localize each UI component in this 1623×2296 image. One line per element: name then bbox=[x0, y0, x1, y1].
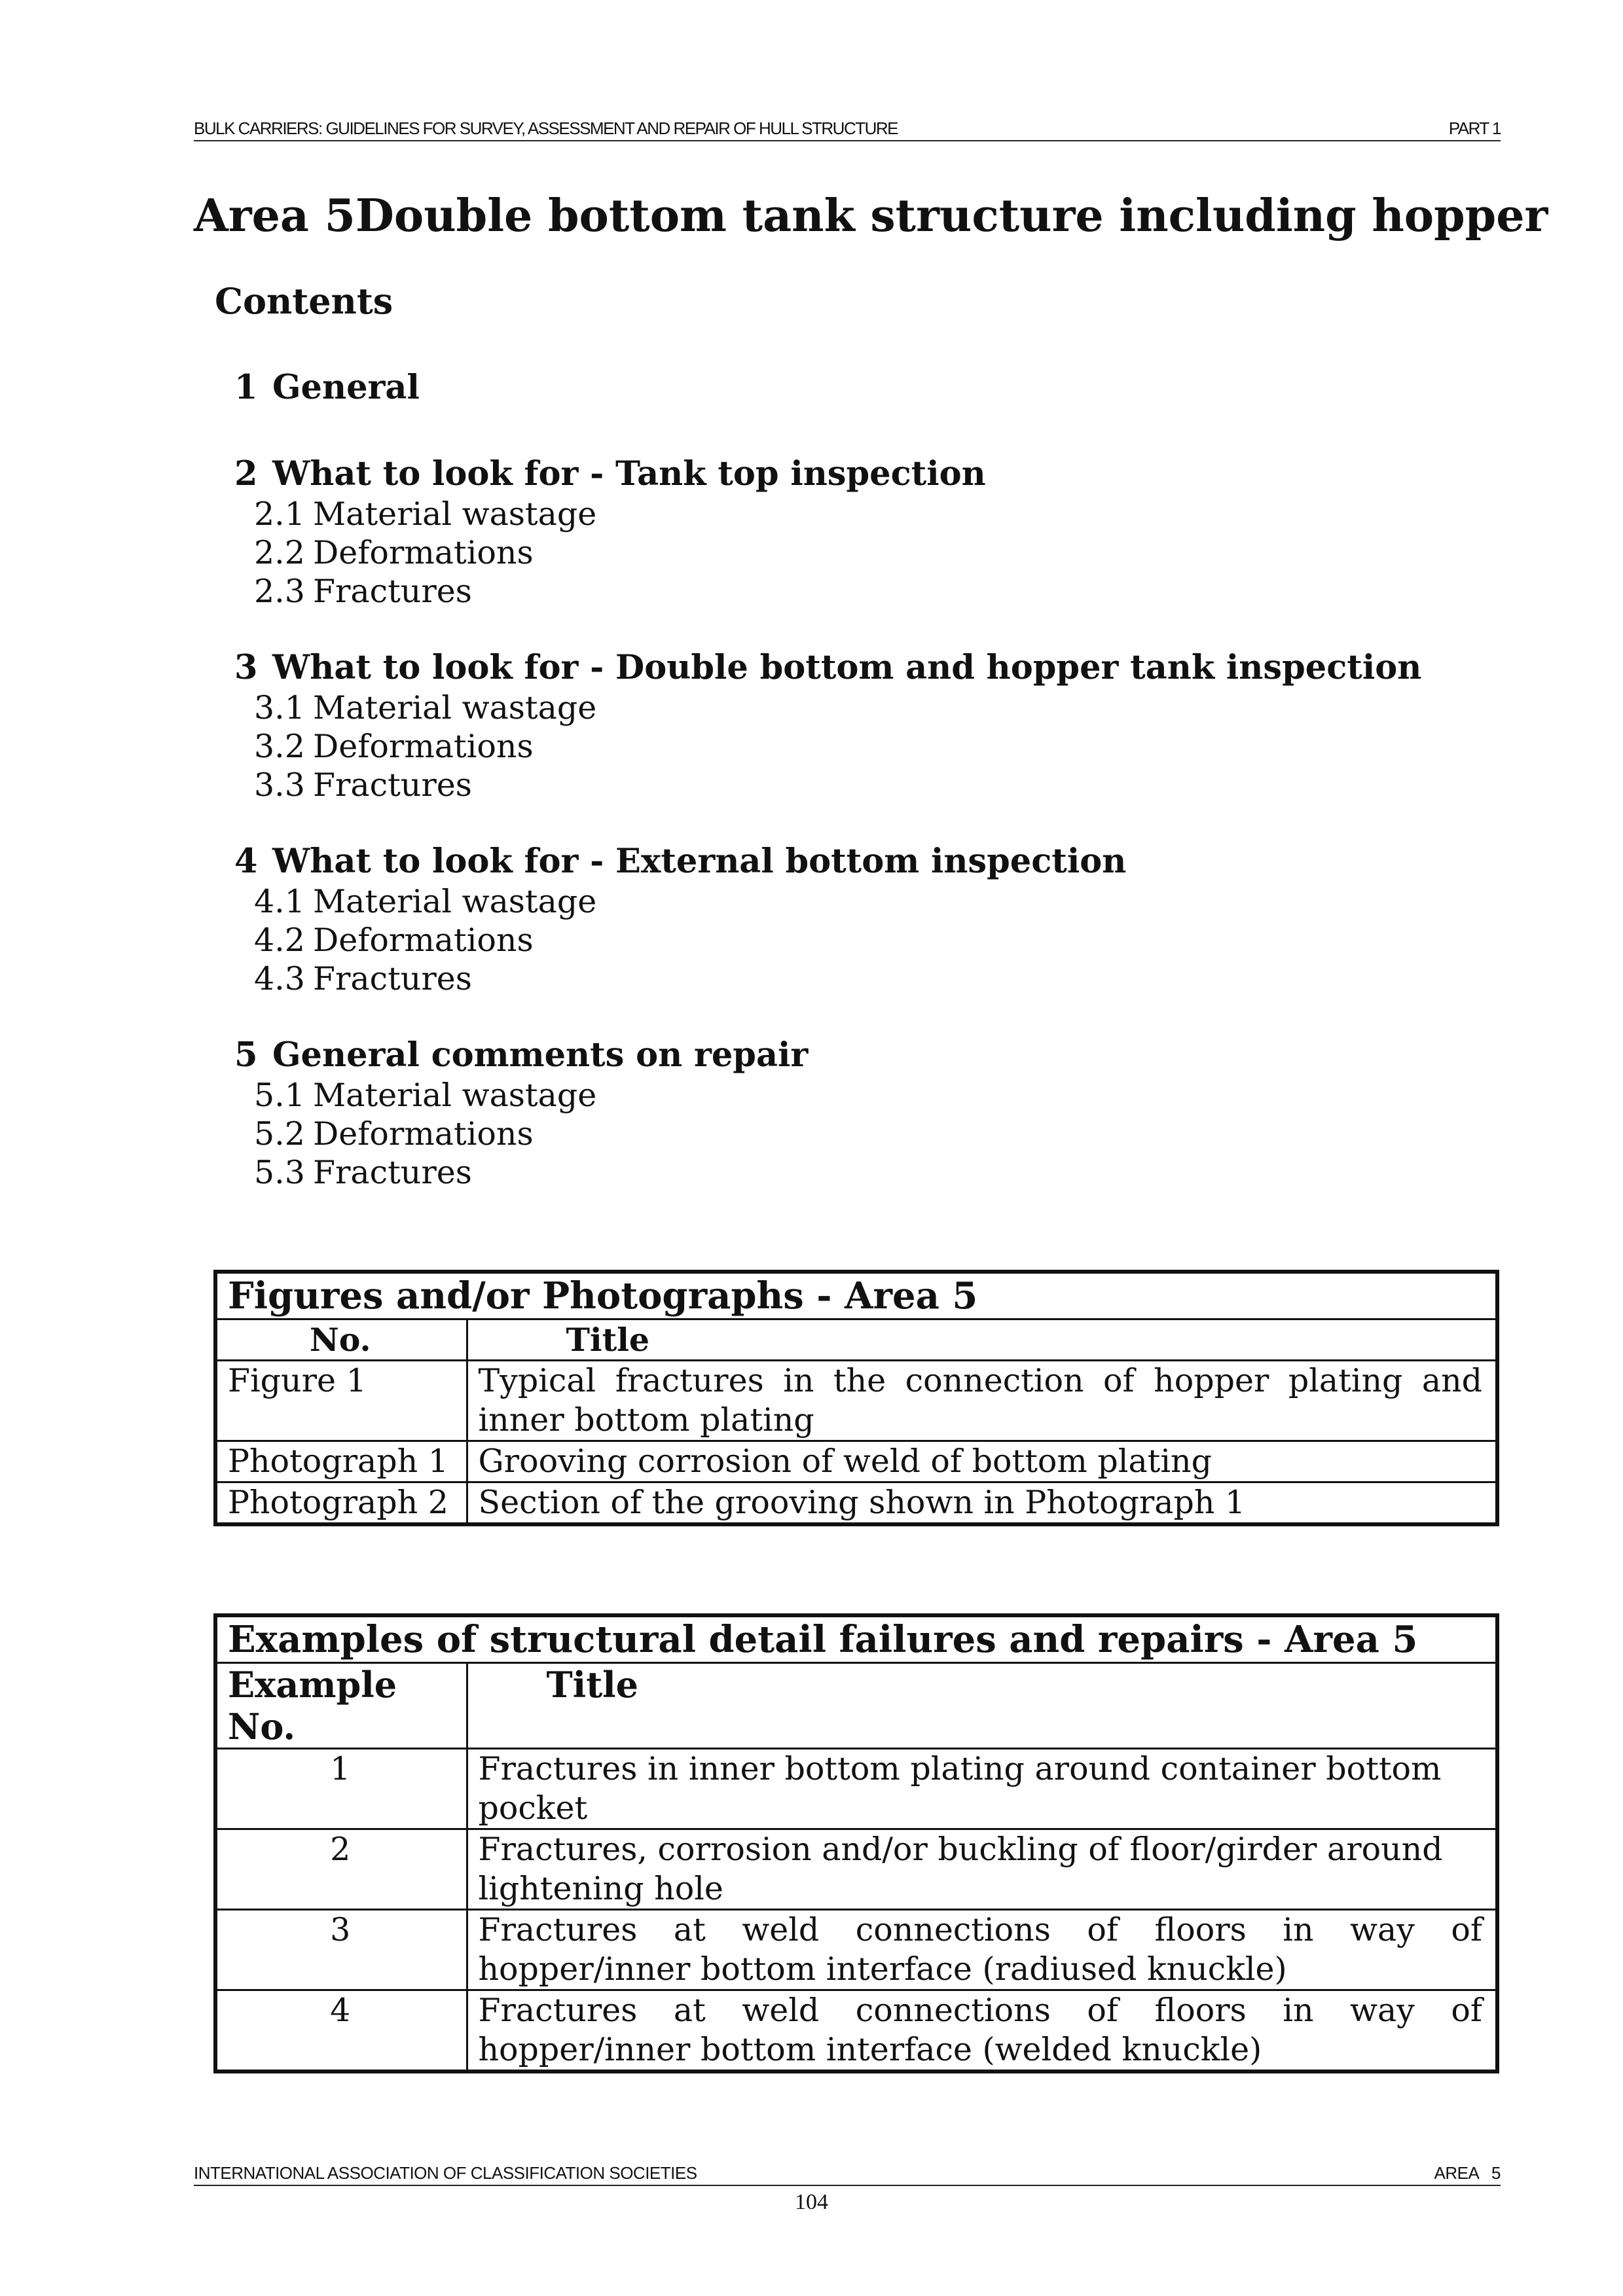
subsection-label: Material wastage bbox=[313, 1077, 597, 1114]
subsection-label: Fractures bbox=[313, 573, 472, 610]
example-no-cell: 3 bbox=[215, 1910, 467, 1990]
subsection-item bbox=[234, 533, 986, 572]
figure-no-cell: Photograph 2 bbox=[215, 1482, 467, 1525]
table-row bbox=[215, 1361, 1497, 1441]
examples-col-title-header: Title bbox=[467, 1663, 1497, 1749]
figure-title-cell: Section of the grooving shown in Photograph 1 bbox=[467, 1482, 1497, 1525]
subsection-item bbox=[234, 689, 1421, 727]
subsection-label: Fractures bbox=[313, 960, 472, 997]
section-title: General comments on repair bbox=[272, 1035, 809, 1075]
subsection-label: Deformations bbox=[313, 1115, 534, 1153]
section-heading bbox=[234, 1034, 808, 1076]
subsection-number: 2.1 bbox=[254, 495, 305, 533]
subsection-item bbox=[234, 727, 1421, 766]
subsection-item bbox=[234, 572, 986, 611]
figure-no-cell: Figure 1 bbox=[215, 1361, 467, 1441]
subsection-label: Deformations bbox=[313, 534, 534, 571]
subsection-label: Deformations bbox=[313, 922, 534, 959]
subsection-label: Fractures bbox=[313, 1154, 472, 1191]
page-header bbox=[194, 118, 1501, 141]
subsection-label: Material wastage bbox=[313, 689, 597, 726]
section-number: 3 bbox=[234, 648, 258, 687]
subsection-number: 5.3 bbox=[254, 1154, 305, 1191]
section-title: What to look for - Tank top inspection bbox=[272, 454, 986, 493]
subsection-number: 5.1 bbox=[254, 1077, 305, 1114]
subsection-number: 4.2 bbox=[254, 922, 305, 959]
subsection-item bbox=[234, 882, 1126, 921]
subsection-item bbox=[234, 1115, 808, 1153]
subsection-label: Material wastage bbox=[313, 883, 597, 920]
section-number: 4 bbox=[234, 842, 258, 881]
subsection-number: 4.3 bbox=[254, 960, 305, 997]
subsection-label: Deformations bbox=[313, 728, 534, 765]
subsection-number: 3.3 bbox=[254, 766, 305, 804]
page-number: 104 bbox=[795, 2190, 828, 2214]
figures-col-title-header: Title bbox=[467, 1319, 1497, 1361]
table-row bbox=[215, 1990, 1497, 2072]
header-right-text: PART 1 bbox=[1448, 118, 1501, 138]
figures-col-no-header: No. bbox=[215, 1319, 467, 1361]
section-heading bbox=[234, 453, 986, 495]
footer-right-text: AREA 5 bbox=[1434, 2163, 1501, 2183]
contents-section-4 bbox=[234, 840, 1126, 998]
subsection-number: 5.2 bbox=[254, 1115, 305, 1153]
subsection-number: 3.2 bbox=[254, 728, 305, 765]
subsection-item bbox=[234, 766, 1421, 804]
table-row bbox=[215, 1441, 1497, 1482]
header-left-text: BULK CARRIERS: GUIDELINES FOR SURVEY, ASSESSMENT AND REPAIR OF HULL STRUCTURE bbox=[194, 118, 898, 138]
section-number: 5 bbox=[234, 1035, 258, 1075]
section-number: 2 bbox=[234, 454, 258, 493]
contents-heading: Contents bbox=[215, 280, 393, 322]
example-title-cell: Fractures at weld connections of floors in way of hopper/inner bottom interface (welded knuckle) bbox=[467, 1990, 1497, 2072]
section-heading bbox=[234, 840, 1126, 882]
contents-section-3 bbox=[234, 647, 1421, 804]
example-title-cell: Fractures at weld connections of floors in way of hopper/inner bottom interface (radiused knuckle) bbox=[467, 1910, 1497, 1990]
section-heading bbox=[234, 367, 420, 408]
examples-table bbox=[213, 1613, 1499, 2073]
footer-left-text: INTERNATIONAL ASSOCIATION OF CLASSIFICATION SOCIETIES bbox=[194, 2163, 697, 2183]
table-row bbox=[215, 1910, 1497, 1990]
figure-no-cell: Photograph 1 bbox=[215, 1441, 467, 1482]
subsection-item bbox=[234, 960, 1126, 998]
example-no-cell: 4 bbox=[215, 1990, 467, 2072]
subsection-label: Material wastage bbox=[313, 495, 597, 533]
examples-table-caption: Examples of structural detail failures and repairs - Area 5 bbox=[215, 1615, 1497, 1663]
subsection-item bbox=[234, 495, 986, 533]
table-row bbox=[215, 1482, 1497, 1525]
examples-col-no-header: Example No. bbox=[215, 1663, 467, 1749]
section-heading bbox=[234, 647, 1421, 689]
table-row bbox=[215, 1829, 1497, 1910]
subsection-item bbox=[234, 921, 1126, 960]
subsection-item bbox=[234, 1076, 808, 1115]
contents-section-5 bbox=[234, 1034, 808, 1192]
figures-table bbox=[213, 1270, 1499, 1526]
page-footer bbox=[194, 2162, 1501, 2186]
contents-section-2 bbox=[234, 453, 986, 611]
example-title-cell: Fractures, corrosion and/or buckling of floor/girder around lightening hole bbox=[467, 1829, 1497, 1910]
subsection-number: 3.1 bbox=[254, 689, 305, 726]
example-title-cell: Fractures in inner bottom plating around container bottom pocket bbox=[467, 1749, 1497, 1829]
figure-title-cell: Grooving corrosion of weld of bottom plating bbox=[467, 1441, 1497, 1482]
figures-table-caption: Figures and/or Photographs - Area 5 bbox=[215, 1272, 1497, 1319]
subsection-number: 2.2 bbox=[254, 534, 305, 571]
figure-title-cell: Typical fractures in the connection of hopper plating and inner bottom plating bbox=[467, 1361, 1497, 1441]
contents-section-1 bbox=[234, 367, 420, 408]
section-title: General bbox=[272, 368, 420, 407]
subsection-number: 2.3 bbox=[254, 573, 305, 610]
section-number: 1 bbox=[234, 368, 258, 407]
section-title: What to look for - External bottom inspection bbox=[272, 842, 1127, 881]
table-row bbox=[215, 1749, 1497, 1829]
subsection-number: 4.1 bbox=[254, 883, 305, 920]
subsection-label: Fractures bbox=[313, 766, 472, 804]
section-title: What to look for - Double bottom and hopper tank inspection bbox=[272, 648, 1422, 687]
subsection-item bbox=[234, 1153, 808, 1192]
page-title: Area 5Double bottom tank structure including hopper bbox=[194, 190, 1548, 242]
example-no-cell: 1 bbox=[215, 1749, 467, 1829]
example-no-cell: 2 bbox=[215, 1829, 467, 1910]
